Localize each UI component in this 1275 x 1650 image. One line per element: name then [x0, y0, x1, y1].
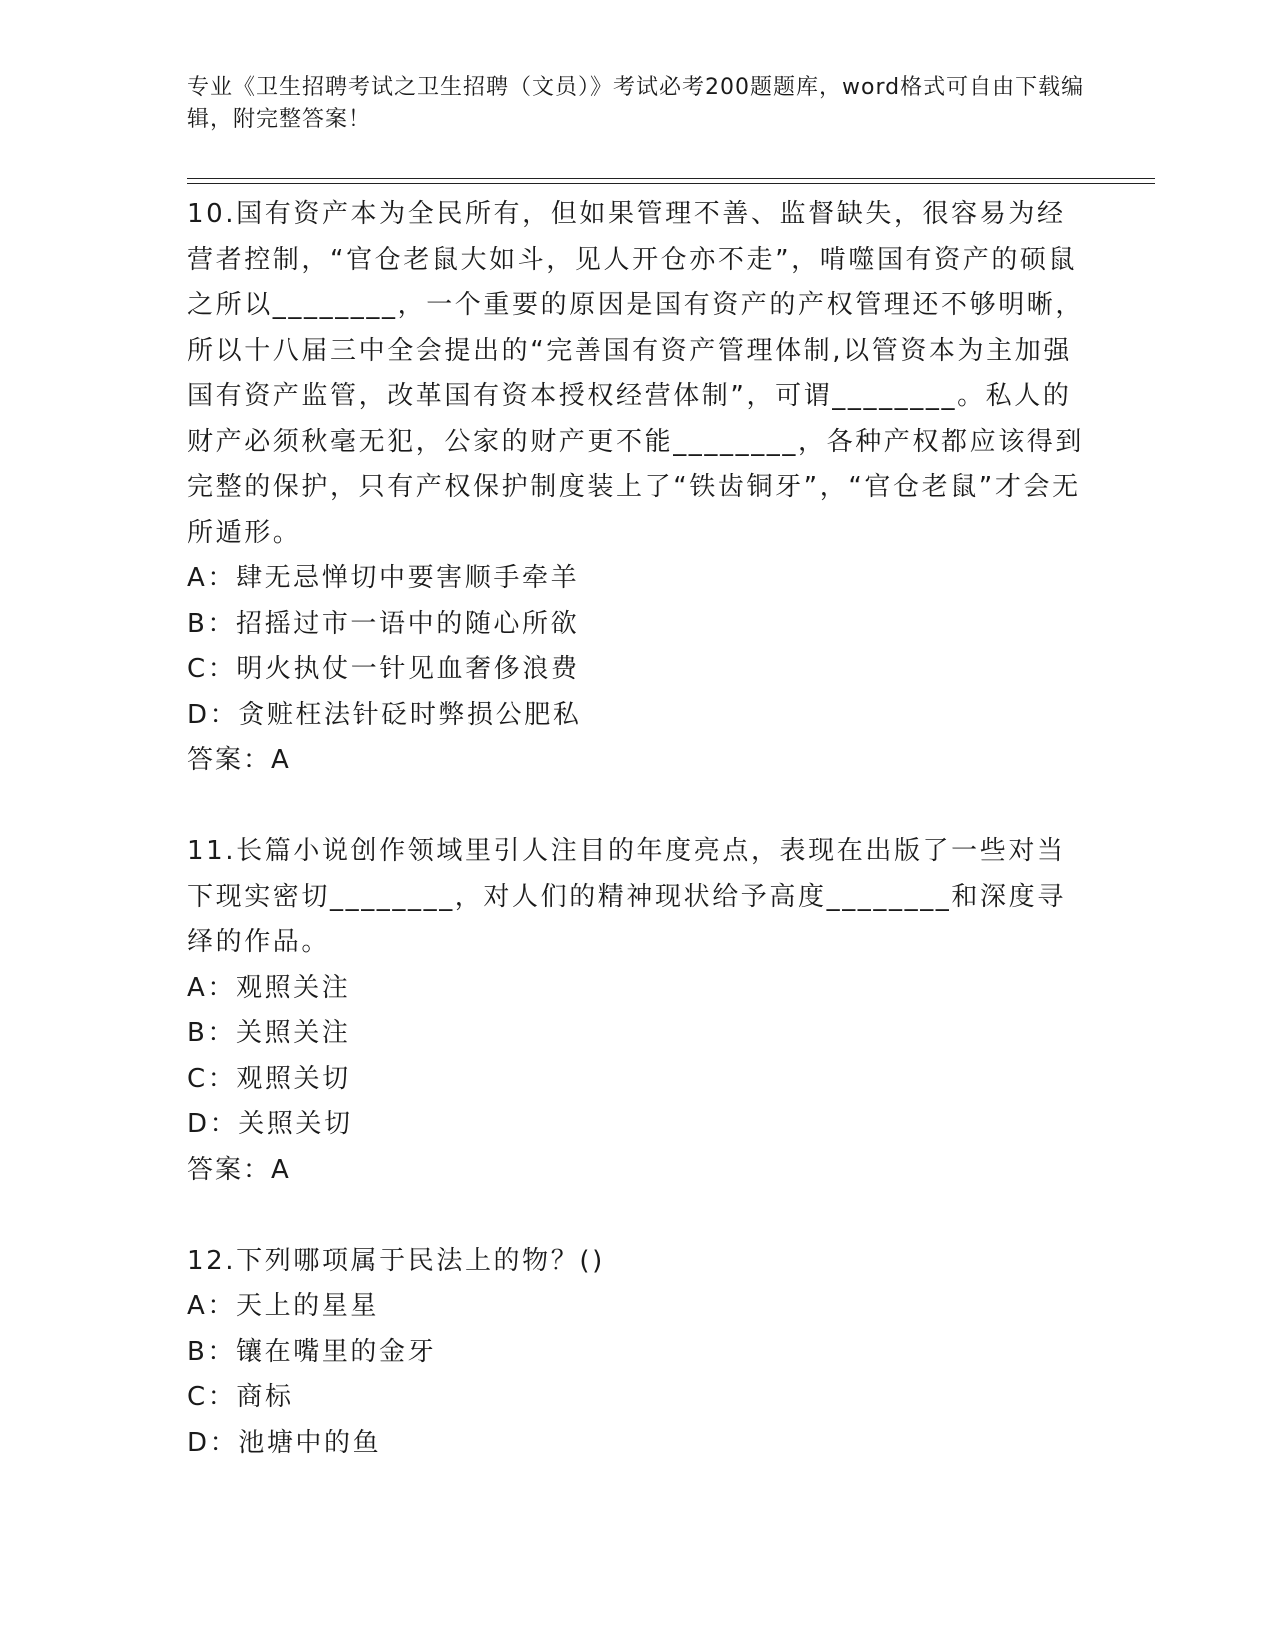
- option-a: A：天上的星星: [187, 1291, 379, 1321]
- answer: 答案：A: [187, 1154, 291, 1185]
- question-spacer: [187, 1193, 1087, 1239]
- question-spacer: [187, 784, 1087, 830]
- option-b: B：招摇过市一语中的随心所欲: [187, 608, 580, 639]
- question-list: [187, 192, 1087, 1466]
- header-divider-bottom: [187, 183, 1155, 184]
- question-12: [187, 1239, 1087, 1467]
- option-b: B：镶在嘴里的金牙: [187, 1336, 437, 1367]
- option-d: D：关照关切: [187, 1109, 353, 1139]
- option-c: C：观照关切: [187, 1063, 351, 1094]
- header-divider-top: [187, 178, 1155, 179]
- answer: 答案：A: [187, 745, 291, 775]
- option-a: A：观照关注: [187, 972, 351, 1003]
- option-c: C：明火执仗一针见血奢侈浪费: [187, 654, 580, 684]
- option-a: A：肆无忌惮切中要害顺手牵羊: [187, 563, 580, 593]
- option-d: D：贪赃枉法针砭时弊损公肥私: [187, 699, 582, 730]
- document-header: 专业《卫生招聘考试之卫生招聘（文员）》考试必考200题题库，word格式可自由下载编辑，附完整答案！: [187, 75, 1085, 132]
- question-text: 11.长篇小说创作领域里引人注目的年度亮点，表现在出版了一些对当下现实密切________，对人们的精神现状给予高度________和深度寻绎的作品。: [187, 836, 1066, 957]
- option-b: B：关照关注: [187, 1018, 351, 1048]
- question-text: 10.国有资产本为全民所有，但如果管理不善、监督缺失，很容易为经营者控制，“官仓老鼠大如斗，见人开仓亦不走”，啃噬国有资产的硕鼠之所以________，一个重要的原因是国有资产的产权管理还不够明晰，所以十八届三中全会提出的“完善国有资产管理体制,以管资本为主加强国有资产监管，改革国有资本授权经营体制”，可谓________。私人的财产必须秋毫无犯，公家的财产更不能________，各种产权都应该得到完整的保护，只有产权保护制度装上了“铁齿铜牙”，“官仓老鼠”才会无所遁形。: [187, 199, 1085, 548]
- question-11: [187, 829, 1087, 1193]
- question-text: 12.下列哪项属于民法上的物？(): [187, 1245, 605, 1276]
- question-10: [187, 192, 1087, 784]
- option-d: D：池塘中的鱼: [187, 1427, 382, 1458]
- option-c: C：商标: [187, 1382, 294, 1412]
